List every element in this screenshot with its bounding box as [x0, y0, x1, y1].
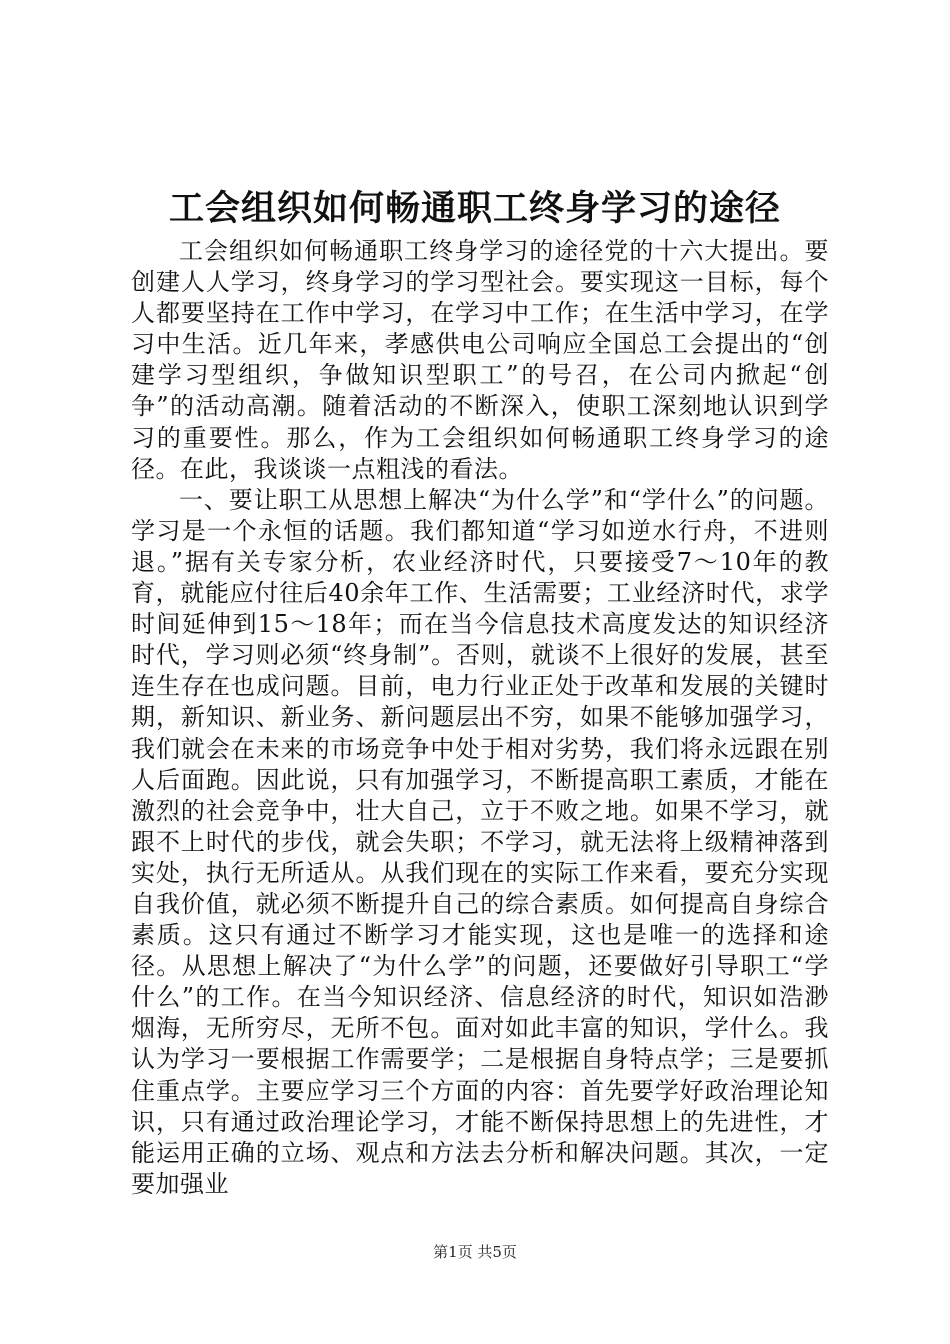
paragraph-intro: 工会组织如何畅通职工终身学习的途径党的十六大提出。要创建人人学习，终身学习的学习型社会。要实现这一目标，每个人都要坚持在工作中学习，在学习中工作；在生活中学习，在学习中生活。近几年来，孝感供电公司响应全国总工会提出的“创建学习型组织，争做知识型职工”的号召，在公司内掀起“创争”的活动高潮。随着活动的不断深入，使职工深刻地认识到学习的重要性。那么，作为工会组织如何畅通职工终身学习的途径。在此，我谈谈一点粗浅的看法。: [131, 237, 829, 483]
document-title: 工会组织如何畅通职工终身学习的途径: [168, 189, 781, 229]
paragraph-section-one: 一、要让职工从思想上解决“为什么学”和“学什么”的问题。学习是一个永恒的话题。我们都知道“学习如逆水行舟，不进则退。”据有关专家分析，农业经济时代，只要接受7～10年的教育，就能应付往后40余年工作、生活需要；工业经济时代，求学时间延伸到15～18年；而在当今信息技术高度发达的知识经济时代，学习则必须“终身制”。否则，就谈不上很好的发展，甚至连生存在也成问题。目前，电力行业正处于改革和发展的关键时期，新知识、新业务、新问题层出不穷，如果不能够加强学习，我们就会在未来的市场竞争中处于相对劣势，我们将永远跟在别人后面跑。因此说，只有加强学习，不断提高职工素质，才能在激烈的社会竞争中，壮大自己，立于不败之地。如果不学习，就跟不上时代的步伐，就会失职；不学习，就无法将上级精神落到实处，执行无所适从。从我们现在的实际工作来看，要充分实现自我价值，就必须不断提升自己的综合素质。如何提高自身综合素质。这只有通过不断学习才能实现，这也是唯一的选择和途径。从思想上解决了“为什么学”的问题，还要做好引导职工“学什么”的工作。在当今知识经济、信息经济的时代，知识如浩渺烟海，无所穷尽，无所不包。面对如此丰富的知识，学什么。我认为学习一要根据工作需要学；二是根据自身特点学；三是要抓住重点学。主要应学习三个方面的内容：首先要学好政治理论知识，只有通过政治理论学习，才能不断保持思想上的先进性，才能运用正确的立场、观点和方法去分析和解决问题。其次，一定要加强业: [131, 485, 829, 1198]
page-number-footer: 第1页 共5页: [433, 1243, 517, 1261]
document-body: [131, 236, 829, 1200]
